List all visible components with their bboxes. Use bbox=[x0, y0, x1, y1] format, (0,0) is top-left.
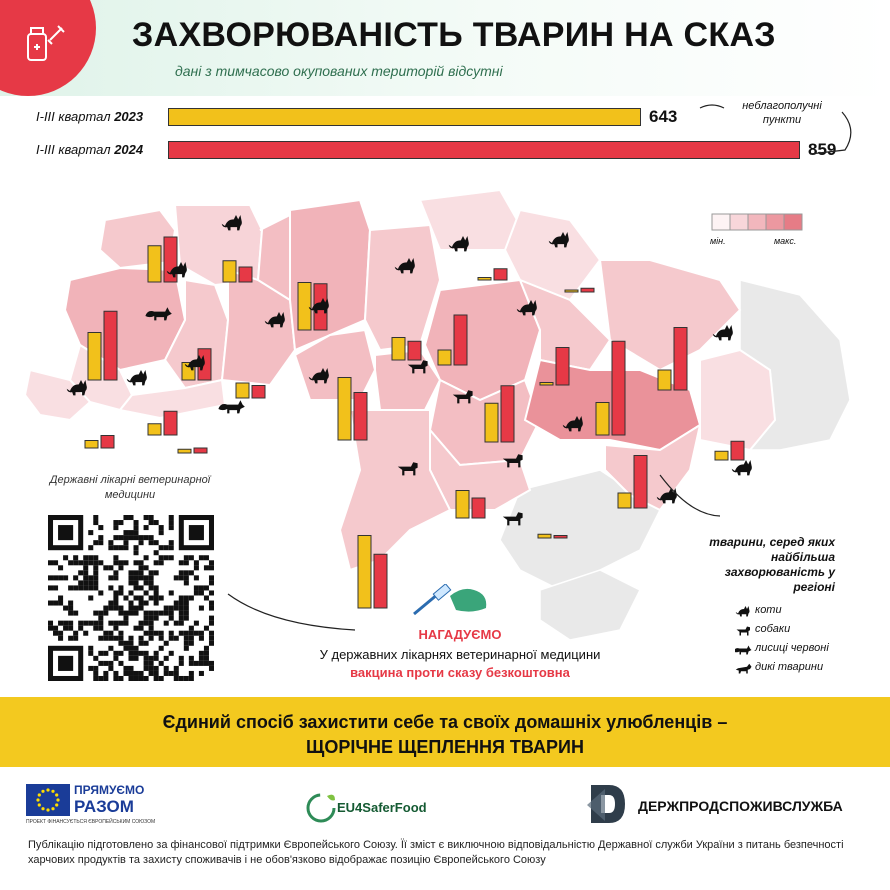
animal-legend-label: лисиці червоні bbox=[755, 642, 829, 654]
footer-disclaimer: Публікацію підготовлено за фінансової підтримки Європейського Союзу. Її зміст є виключною відповідальністю Державної служби України з питань безпечності харчових продуктів та захисту споживачів і не обов'язково відображає позицію Європейського Союзу bbox=[28, 839, 844, 866]
cat-icon bbox=[127, 370, 147, 385]
bar-ivano-frankivsk-2024 bbox=[101, 436, 114, 449]
bar-lviv-2023 bbox=[88, 333, 101, 381]
bar-kharkiv-2023 bbox=[658, 370, 671, 390]
animal-legend-title: тварини, серед яких найбільша захворюваність у регіоні bbox=[709, 535, 835, 594]
bar-zhytomyr-2023 bbox=[298, 283, 311, 331]
bar-khmelnytskyi-2023 bbox=[236, 383, 249, 398]
vaccine-bottle-icon bbox=[22, 20, 66, 66]
cat-icon bbox=[735, 605, 753, 619]
totals-note-arrows bbox=[690, 100, 860, 170]
bar-lviv-2024 bbox=[104, 311, 117, 380]
bar-vinnytsia-2024 bbox=[354, 393, 367, 441]
header bbox=[0, 0, 890, 96]
eu-logo-line-1: ПРЯМУЄМО bbox=[74, 783, 145, 797]
dog-icon bbox=[737, 627, 751, 636]
wild-icon bbox=[736, 664, 752, 674]
cat-icon bbox=[736, 606, 750, 617]
bar-poltava-2024 bbox=[556, 348, 569, 386]
totals-note: неблагополучні пункти bbox=[742, 100, 822, 126]
bar-kyiv-oblast-2023 bbox=[392, 338, 405, 361]
bar-odesa-2024 bbox=[374, 554, 387, 608]
totals-row-label bbox=[36, 142, 143, 157]
totals-row-label-prefix: I-III квартал bbox=[36, 109, 115, 124]
animal-legend-label: собаки bbox=[755, 623, 791, 635]
qr-code[interactable] bbox=[48, 515, 214, 681]
bar-zakarpattia-2024 bbox=[164, 411, 177, 435]
slogan-line-1: Єдиний спосіб захистити себе та своїх домашніх улюбленців – bbox=[162, 712, 728, 732]
animal-legend-label: дикі тварини bbox=[755, 661, 824, 673]
state-service-emblem-icon bbox=[585, 783, 629, 825]
reminder-title: НАГАДУЄМО bbox=[418, 627, 502, 642]
bar-mykolaiv-2023 bbox=[538, 534, 551, 538]
bar-chernihiv-2024 bbox=[494, 269, 507, 280]
page-title: ЗАХВОРЮВАНІСТЬ ТВАРИН НА СКАЗ bbox=[132, 16, 776, 54]
eu-logo-line-2: РАЗОМ bbox=[74, 797, 134, 816]
totals-value: 859 bbox=[808, 140, 837, 159]
leaf-ring-icon bbox=[305, 790, 337, 826]
bar-cherkasy-2024 bbox=[501, 386, 514, 442]
eu-logo-small-text: ПРОЕКТ ФІНАНСУЄТЬСЯ ЄВРОПЕЙСЬКИМ СОЮЗОМ bbox=[26, 819, 156, 825]
bar-zakarpattia-2023 bbox=[148, 424, 161, 435]
bar-mykolaiv-2024 bbox=[554, 536, 567, 539]
bar-zaporizhzhia-2023 bbox=[618, 493, 631, 508]
map-region-chernihiv bbox=[420, 190, 520, 250]
bar-donetsk-2023 bbox=[715, 451, 728, 460]
eu4saferfood-logo bbox=[305, 790, 445, 826]
bar-dnipro-2024 bbox=[612, 341, 625, 435]
bar-kyiv-south-2024 bbox=[454, 315, 467, 365]
bar-volyn-2023 bbox=[148, 246, 161, 282]
bar-kharkiv-2024 bbox=[674, 328, 687, 391]
reminder-highlight: вакцина проти сказу безкоштовна bbox=[350, 665, 570, 680]
qr-caption: Державні лікарні ветеринарної медицини bbox=[49, 474, 211, 501]
bar-ivano-frankivsk-2023 bbox=[85, 441, 98, 449]
bar-sumy-2023 bbox=[565, 290, 578, 292]
totals-row-label-prefix: I-III квартал bbox=[36, 142, 115, 157]
eu-flag-icon bbox=[26, 784, 70, 816]
bar-khmelnytskyi-2024 bbox=[252, 386, 265, 399]
legend-gradient bbox=[712, 214, 802, 230]
map-region-donetsk bbox=[700, 350, 775, 450]
bar-odesa-2023 bbox=[358, 536, 371, 609]
bar-vinnytsia-2023 bbox=[338, 378, 351, 441]
state-service-name: ДЕРЖПРОДСПОЖИВСЛУЖБА bbox=[638, 798, 843, 814]
bar-kyiv-south-2023 bbox=[438, 350, 451, 365]
state-service-logo bbox=[585, 783, 875, 825]
fox-icon bbox=[735, 646, 752, 655]
wild-animal-icon bbox=[735, 662, 753, 676]
bar-zaporizhzhia-2024 bbox=[634, 456, 647, 509]
eu4saferfood-text: EU4SaferFood bbox=[337, 800, 427, 815]
bar-kirovohrad-2024 bbox=[472, 498, 485, 518]
page-subtitle: дані з тимчасово окупованих територій відсутні bbox=[175, 63, 503, 79]
dog-icon bbox=[735, 624, 753, 638]
bar-rivne-2024 bbox=[239, 267, 252, 282]
bar-chernivtsi-2024 bbox=[194, 448, 207, 453]
bar-kirovohrad-2023 bbox=[456, 491, 469, 519]
reminder-text: У державних лікарнях ветеринарної медицини bbox=[319, 647, 601, 662]
totals-value: 643 bbox=[649, 107, 678, 126]
legend-max-label: макс. bbox=[774, 236, 797, 246]
bar-sumy-2024 bbox=[581, 288, 594, 292]
totals-row-label-year: 2023 bbox=[114, 109, 144, 124]
animal-legend-label: коти bbox=[755, 604, 782, 616]
totals-bar bbox=[168, 108, 641, 126]
totals-row-label bbox=[36, 109, 143, 124]
legend-min-label: мін. bbox=[710, 236, 726, 246]
bar-chernihiv-2023 bbox=[478, 278, 491, 281]
cat-icon bbox=[732, 460, 752, 475]
qr-pointer-line bbox=[228, 594, 355, 630]
bar-kyiv-oblast-2024 bbox=[408, 341, 421, 360]
bar-rivne-2023 bbox=[223, 261, 236, 282]
bar-poltava-2023 bbox=[540, 383, 553, 386]
totals-row-label-year: 2024 bbox=[114, 142, 144, 157]
slogan-line-2: ЩОРІЧНЕ ЩЕПЛЕННЯ ТВАРИН bbox=[306, 737, 584, 757]
bar-donetsk-2024 bbox=[731, 441, 744, 460]
eu-logo bbox=[26, 784, 166, 830]
syringe-hand-icon bbox=[412, 584, 492, 618]
bar-dnipro-2023 bbox=[596, 403, 609, 436]
bar-cherkasy-2023 bbox=[485, 403, 498, 442]
fox-icon bbox=[735, 643, 753, 657]
bar-chernivtsi-2023 bbox=[178, 449, 191, 453]
